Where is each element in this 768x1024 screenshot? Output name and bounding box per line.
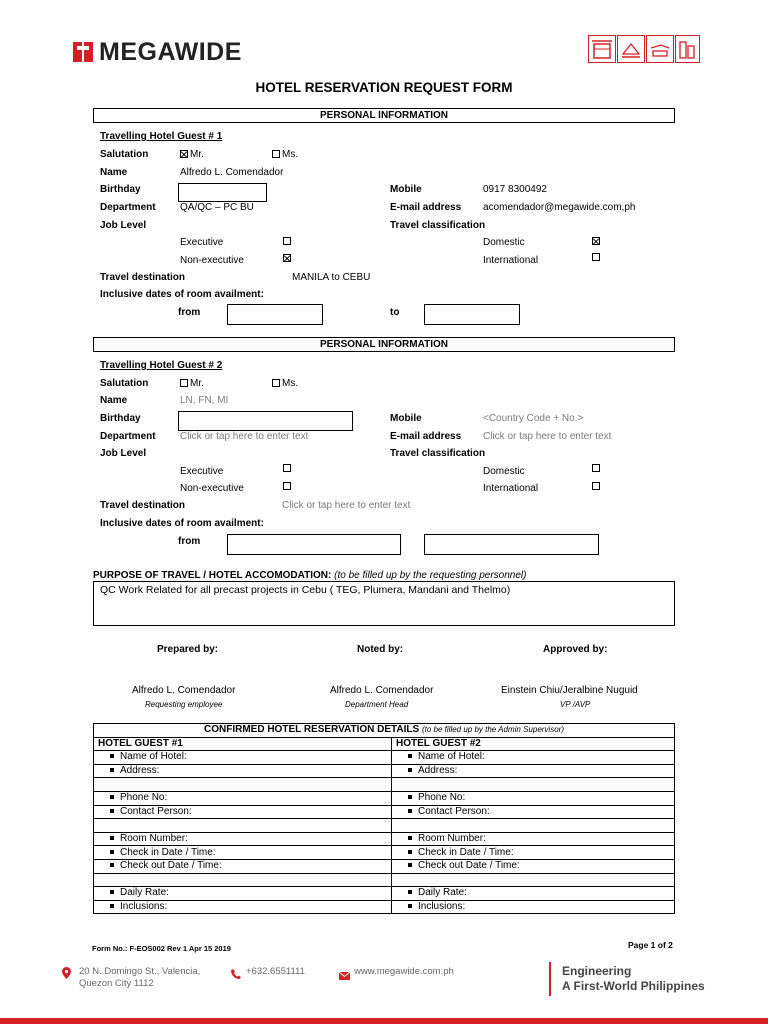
hotel2-contact-cell[interactable] [392,805,675,819]
megawide-logo [73,40,305,64]
from-label: from [178,307,201,318]
footer-address [79,966,200,990]
noted-name: Alfredo L. Comendador [330,685,434,696]
phone-icon [231,966,241,984]
form-number: Form No.: F-EOS002 Rev 1 Apr 15 2019 [92,944,231,953]
hotel2-room-cell[interactable] [392,832,675,846]
travel-class-label: Travel classification [390,220,486,231]
domestic2-label: Domestic [483,466,525,477]
footer-accent-bar [0,1018,768,1024]
email2-label: E-mail address [390,431,462,442]
executive2-label: Executive [180,466,224,477]
table-row [94,751,675,765]
confirmed-note: (to be filled up by the Admin Supervisor) [421,725,564,735]
approved-role: VP /AVP [560,700,591,709]
prepared-label: Prepared by: [157,644,219,655]
birthday-field[interactable] [178,183,267,202]
contact-label: Contact Person: [120,805,192,817]
confirmed-details-table [93,723,675,914]
location-icon [62,966,71,984]
international2-checkbox[interactable] [592,482,600,490]
mr-checkbox[interactable] [180,150,188,158]
domestic2-checkbox[interactable] [592,464,600,472]
mobile2-label: Mobile [390,413,422,424]
destination-label: Travel destination [100,272,186,283]
confirmed-title: CONFIRMED HOTEL RESERVATION DETAILS [204,724,420,736]
hotel1-address-cell[interactable] [94,764,392,778]
hotel2-phone-cell[interactable] [392,791,675,805]
non-executive2-label: Non-executive [180,483,244,494]
airport-icon [617,35,645,63]
table-row [94,778,675,792]
purpose-field[interactable] [93,581,675,626]
non-executive-checkbox[interactable] [283,254,291,262]
domestic-label: Domestic [483,237,525,248]
section-personal-info-2: PERSONAL INFORMATION [93,337,675,352]
hotel2-checkin-cell[interactable] [392,846,675,860]
address-line-2: Quezon City 1112 [79,978,154,989]
purpose-heading [93,570,526,581]
salutation-label: Salutation [100,149,149,160]
email2-field[interactable]: Click or tap here to enter text [483,431,612,442]
department2-label: Department [100,431,156,442]
mobile-value[interactable]: 0917 8300492 [483,184,547,195]
hotel2-inclusions-cell[interactable] [392,900,675,914]
inclusions-label: Inclusions: [120,901,168,913]
salutation2-label: Salutation [100,378,149,389]
non-executive2-checkbox[interactable] [283,482,291,490]
hotel1-room-cell[interactable] [94,832,392,846]
daily-rate-label: Daily Rate: [120,887,169,899]
table-row [94,887,675,901]
hotel1-phone-cell[interactable] [94,791,392,805]
approved-name: Einstein Chiu/Jeralbine Nuguid [501,685,638,696]
hotel2-rate-cell[interactable] [392,887,675,901]
hotel1-rate-cell[interactable] [94,887,392,901]
prepared-role: Requesting employee [145,700,223,709]
table-row [94,791,675,805]
footer-phone: +632.6551111 [246,966,305,977]
hotel1-contact-cell[interactable] [94,805,392,819]
prepared-name: Alfredo L. Comendador [132,685,236,696]
executive-label: Executive [180,237,224,248]
building-icon [675,35,700,63]
approved-label: Approved by: [543,644,608,655]
table-row [94,832,675,846]
name-label: Name [100,167,128,178]
mail-icon [339,967,350,985]
section-personal-info-1: PERSONAL INFORMATION [93,108,675,123]
destination-value[interactable]: MANILA to CEBU [292,272,371,283]
phone-label: Phone No: [120,792,168,804]
inclusive2-label: Inclusive dates of room availment: [100,518,264,529]
daily-rate-label: Daily Rate: [418,887,467,899]
table-row [94,900,675,914]
address-label: Address: [120,765,160,777]
empty-cell[interactable] [94,819,392,833]
construction-icon [588,35,616,63]
to2-date-field[interactable] [424,534,599,555]
ms-label: Ms. [282,149,299,160]
purpose-value: QC Work Related for all precast projects in Cebu ( TEG, Plumera, Mandani and Thelmo) [100,584,511,596]
contact-label: Contact Person: [418,805,490,817]
hotel1-checkin-cell[interactable] [94,846,392,860]
name2-field[interactable]: LN, FN, MI [180,395,229,406]
address-label: Address: [418,765,458,777]
empty-cell[interactable] [392,873,675,887]
tagline-line-1: Engineering [562,964,632,978]
job-level-label: Job Level [100,220,147,231]
guest1-heading: Travelling Hotel Guest # 1 [100,131,223,142]
to-date-field[interactable] [424,304,520,325]
department2-field[interactable]: Click or tap here to enter text [180,431,309,442]
from-date-field[interactable] [227,304,323,325]
domestic-checkbox[interactable] [592,237,600,245]
birthday-label: Birthday [100,184,141,195]
form-title: HOTEL RESERVATION REQUEST FORM [255,80,513,95]
department-value[interactable]: QA/QC – PC BU [180,202,254,213]
name-of-hotel-label: Name of Hotel: [418,751,485,763]
executive-checkbox[interactable] [283,237,291,245]
hotel-guest2-header: HOTEL GUEST #2 [392,737,675,751]
name-value[interactable]: Alfredo L. Comendador [180,167,284,178]
ms2-label: Ms. [282,378,299,389]
destination2-field[interactable]: Click or tap here to enter text [282,500,411,511]
mobile-label: Mobile [390,184,422,195]
ms-checkbox[interactable] [272,150,280,158]
travel-class2-label: Travel classification [390,448,486,459]
non-executive-label: Non-executive [180,255,244,266]
purpose-label: PURPOSE OF TRAVEL / HOTEL ACCOMODATION: [93,570,332,581]
hotel1-name-cell[interactable] [94,751,392,765]
international-checkbox[interactable] [592,253,600,261]
footer-divider [549,962,551,996]
destination2-label: Travel destination [100,500,186,511]
empty-cell[interactable] [94,873,392,887]
email-value[interactable]: acomendador@megawide.com,ph [483,202,636,213]
hotel1-inclusions-cell[interactable] [94,900,392,914]
check-in-label: Check in Date / Time: [418,846,514,858]
inclusive-label: Inclusive dates of room availment: [100,289,264,300]
table-row [94,805,675,819]
email-label: E-mail address [390,202,462,213]
name-of-hotel-label: Name of Hotel: [120,751,187,763]
noted-role: Department Head [345,700,409,709]
mr2-label: Mr. [190,378,204,389]
table-row [94,873,675,887]
room-label: Room Number: [418,833,486,845]
birthday2-label: Birthday [100,413,141,424]
table-row [94,819,675,833]
executive2-checkbox[interactable] [283,464,291,472]
inclusions-label: Inclusions: [418,901,466,913]
check-out-label: Check out Date / Time: [418,860,520,872]
table-row [94,846,675,860]
noted-label: Noted by: [357,644,404,655]
hotel-guest1-header: HOTEL GUEST #1 [94,737,392,751]
empty-cell[interactable] [392,819,675,833]
department-label: Department [100,202,156,213]
mobile2-field[interactable]: <Country Code + No.> [483,413,584,424]
confirmed-title-cell [94,724,675,738]
room-label: Room Number: [120,833,188,845]
from2-date-field[interactable] [227,534,401,555]
table-row [94,764,675,778]
transport-icon [646,35,674,63]
international-label: International [483,255,539,266]
phone-label: Phone No: [418,792,466,804]
ms2-checkbox[interactable] [272,379,280,387]
mr-label: Mr. [190,149,204,160]
header-icons [588,35,700,65]
international2-label: International [483,483,539,494]
check-in-label: Check in Date / Time: [120,846,216,858]
birthday2-field[interactable] [178,411,353,431]
job-level2-label: Job Level [100,448,147,459]
empty-cell[interactable] [392,778,675,792]
address-line-1: 20 N. Domingo St., Valencia, [79,966,201,977]
empty-cell[interactable] [94,778,392,792]
hotel2-checkout-cell[interactable] [392,859,675,873]
tagline-line-2: A First-World Philippines [562,979,705,993]
page-number: Page 1 of 2 [628,940,673,950]
hotel2-name-cell[interactable] [392,751,675,765]
footer-website[interactable]: www.megawide.com.ph [354,966,454,977]
to-label: to [390,307,400,318]
brand-name: MEGAWIDE [99,38,242,66]
purpose-note: (to be filled up by the requesting personnel) [334,570,527,581]
guest2-heading: Travelling Hotel Guest # 2 [100,360,223,371]
check-out-label: Check out Date / Time: [120,860,222,872]
name2-label: Name [100,395,128,406]
hotel2-address-cell[interactable] [392,764,675,778]
from2-label: from [178,536,201,547]
hotel1-checkout-cell[interactable] [94,859,392,873]
mr2-checkbox[interactable] [180,379,188,387]
table-row [94,859,675,873]
